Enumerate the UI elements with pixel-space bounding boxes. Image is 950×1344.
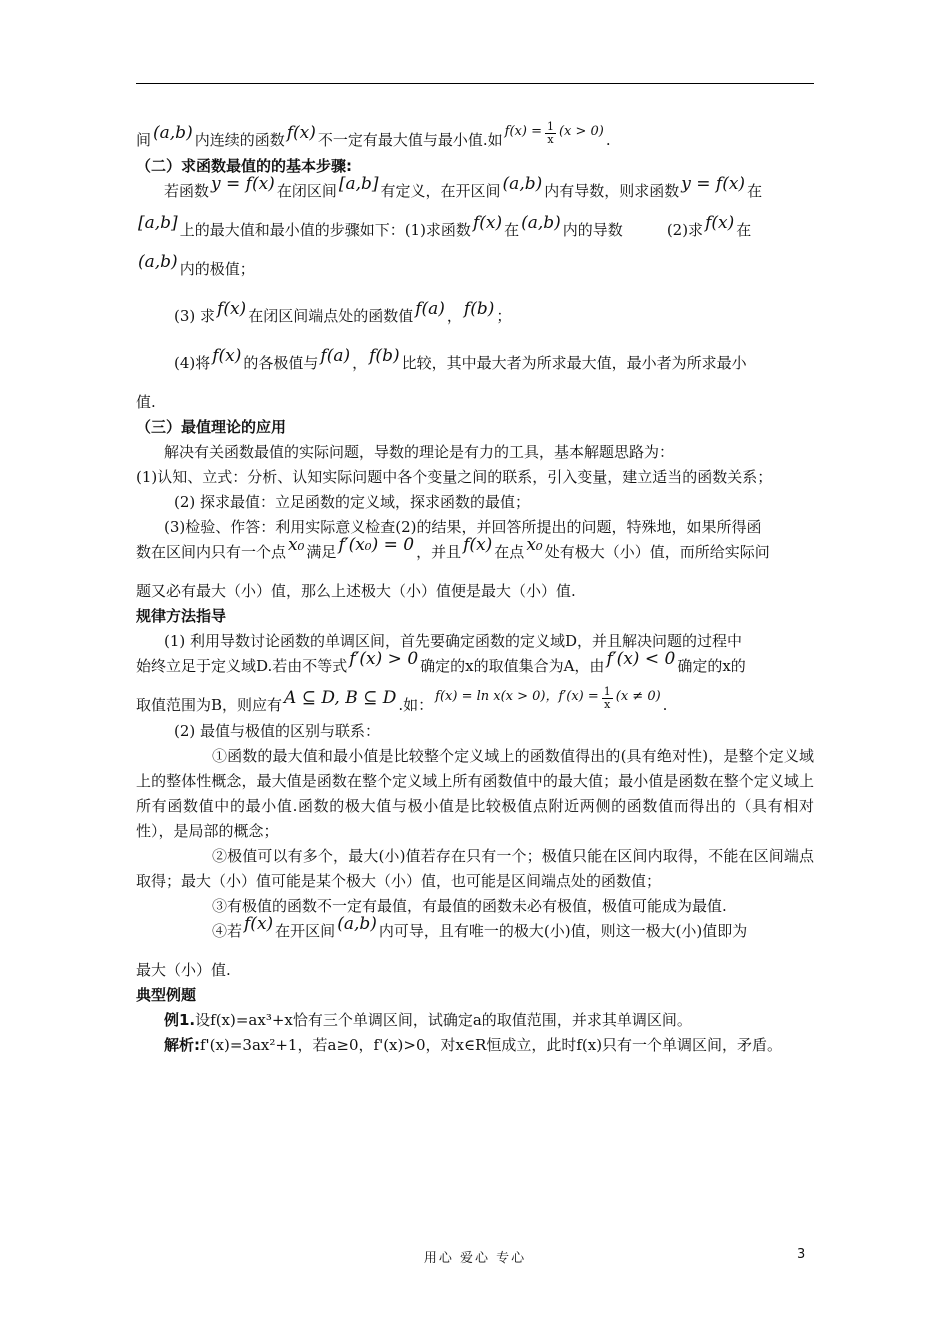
para-8: 解决有关函数最值的实际问题，导数的理论是有力的工具，基本解题思路为：	[164, 443, 675, 461]
section-heading-2: （二）求函数最值的的基本步骤:	[136, 157, 353, 175]
header-rule	[136, 83, 814, 84]
para-11: (3)检验、作答：利用实际意义检查(2)的结果，并回答所提出的问题，特殊地，如果所得函	[164, 518, 762, 536]
section-heading-5: 典型例题	[136, 986, 197, 1004]
section-heading-4: 规律方法指导	[136, 607, 227, 625]
para-1: 间 (a,b) 内连续的函数 f(x) 不一定有最大值与最小值.如 f(x) = $\frac{1}{x}$ (x > 0) .	[136, 119, 611, 149]
para-5: (3) 求 f(x) 在闭区间端点处的函数值 f(a) ， f(b) ；	[174, 299, 512, 325]
example-1: 例1.设f(x)=ax³+x恰有三个单调区间，试确定a的取值范围，并求其单调区间。	[164, 1011, 692, 1029]
para-4: (a,b) 内的极值；	[138, 252, 255, 278]
para-20: ③有极值的函数不一定有最值，有最值的函数未必有极值，极值可能成为最值.	[212, 897, 727, 915]
solution-1: 解析:f'(x)=3ax²+1，若a≥0，f'(x)>0，对x∈R恒成立，此时f(x)只有一个单调区间，矛盾。	[164, 1036, 783, 1054]
para-2: 若函数 y = f(x) 在闭区间 [a,b] 有定义，在开区间 (a,b) 内有导数，则求函数 y = f(x) 在	[164, 174, 763, 200]
para-21: ④若 f(x) 在开区间 (a,b) 内可导，且有唯一的极大(小)值，则这一极大(小)值即为	[212, 914, 748, 940]
para-17: (2) 最值与极值的区别与联系：	[174, 722, 381, 740]
para-16: 取值范围为B，则应有 A ⊆ D, B ⊆ D .如： f(x) = ln x(x > 0)，f′(x) = $\frac{1}{x}$ (x ≠ 0) .	[136, 684, 668, 714]
para-13: 题又必有最大（小）值，那么上述极大（小）值便是最大（小）值.	[136, 582, 576, 600]
section-heading-3: （三）最值理论的应用	[136, 418, 287, 436]
para-6: (4)将 f(x) 的各极值与 f(a) ， f(b) 比较，其中最大者为所求最大值，最小者为所求最小	[174, 346, 747, 372]
footer-motto: 用心 爱心 专心	[423, 1251, 527, 1266]
para-18: ①函数的最大值和最小值是比较整个定义域上的函数值得出的(具有绝对性)，是整个定义域上的整体性概念，最大值是函数在整个定义域上所有函数值中的最大值；最小值是函数在整个定义域上所有函数值中的最小值.函数的极大值与极小值是比较极值点附近两侧的函数值而得出的（具有相对性），是局部的概念；	[136, 747, 814, 840]
para-10: (2) 探求最值：立足函数的定义域，探求函数的最值；	[174, 493, 531, 511]
para-3: [a,b] 上的最大值和最小值的步骤如下：(1)求函数 f(x) 在 (a,b) 内的导数 (2)求 f(x) 在	[138, 213, 752, 239]
document-body	[136, 119, 814, 1058]
page-number: 3	[797, 1247, 806, 1262]
para-22: 最大（小）值.	[136, 961, 231, 979]
para-14: (1) 利用导数讨论函数的单调区间，首先要确定函数的定义域D，并且解决问题的过程中	[164, 632, 743, 650]
fraction: $\frac{1}{x}$	[603, 684, 611, 711]
para-15: 始终立足于定义域D.若由不等式 f′(x) > 0 确定的x的取值集合为A，由 f′(x) < 0 确定的x的	[136, 649, 746, 675]
para-7: 值.	[136, 393, 156, 411]
para-9: (1)认知、立式：分析、认知实际问题中各个变量之间的联系，引入变量，建立适当的函数关系；	[136, 468, 773, 486]
para-12: 数在区间内只有一个点 x₀ 满足 f′(x₀) = 0 ，并且 f(x) 在点 x₀ 处有极大（小）值，而所给实际问	[136, 535, 770, 561]
fraction: $\frac{1}{x}$	[546, 119, 554, 146]
para-19: ②极值可以有多个，最大(小)值若存在只有一个；极值只能在区间内取得，不能在区间端点取得；最大（小）值可能是某个极大（小）值，也可能是区间端点处的函数值；	[136, 847, 814, 890]
